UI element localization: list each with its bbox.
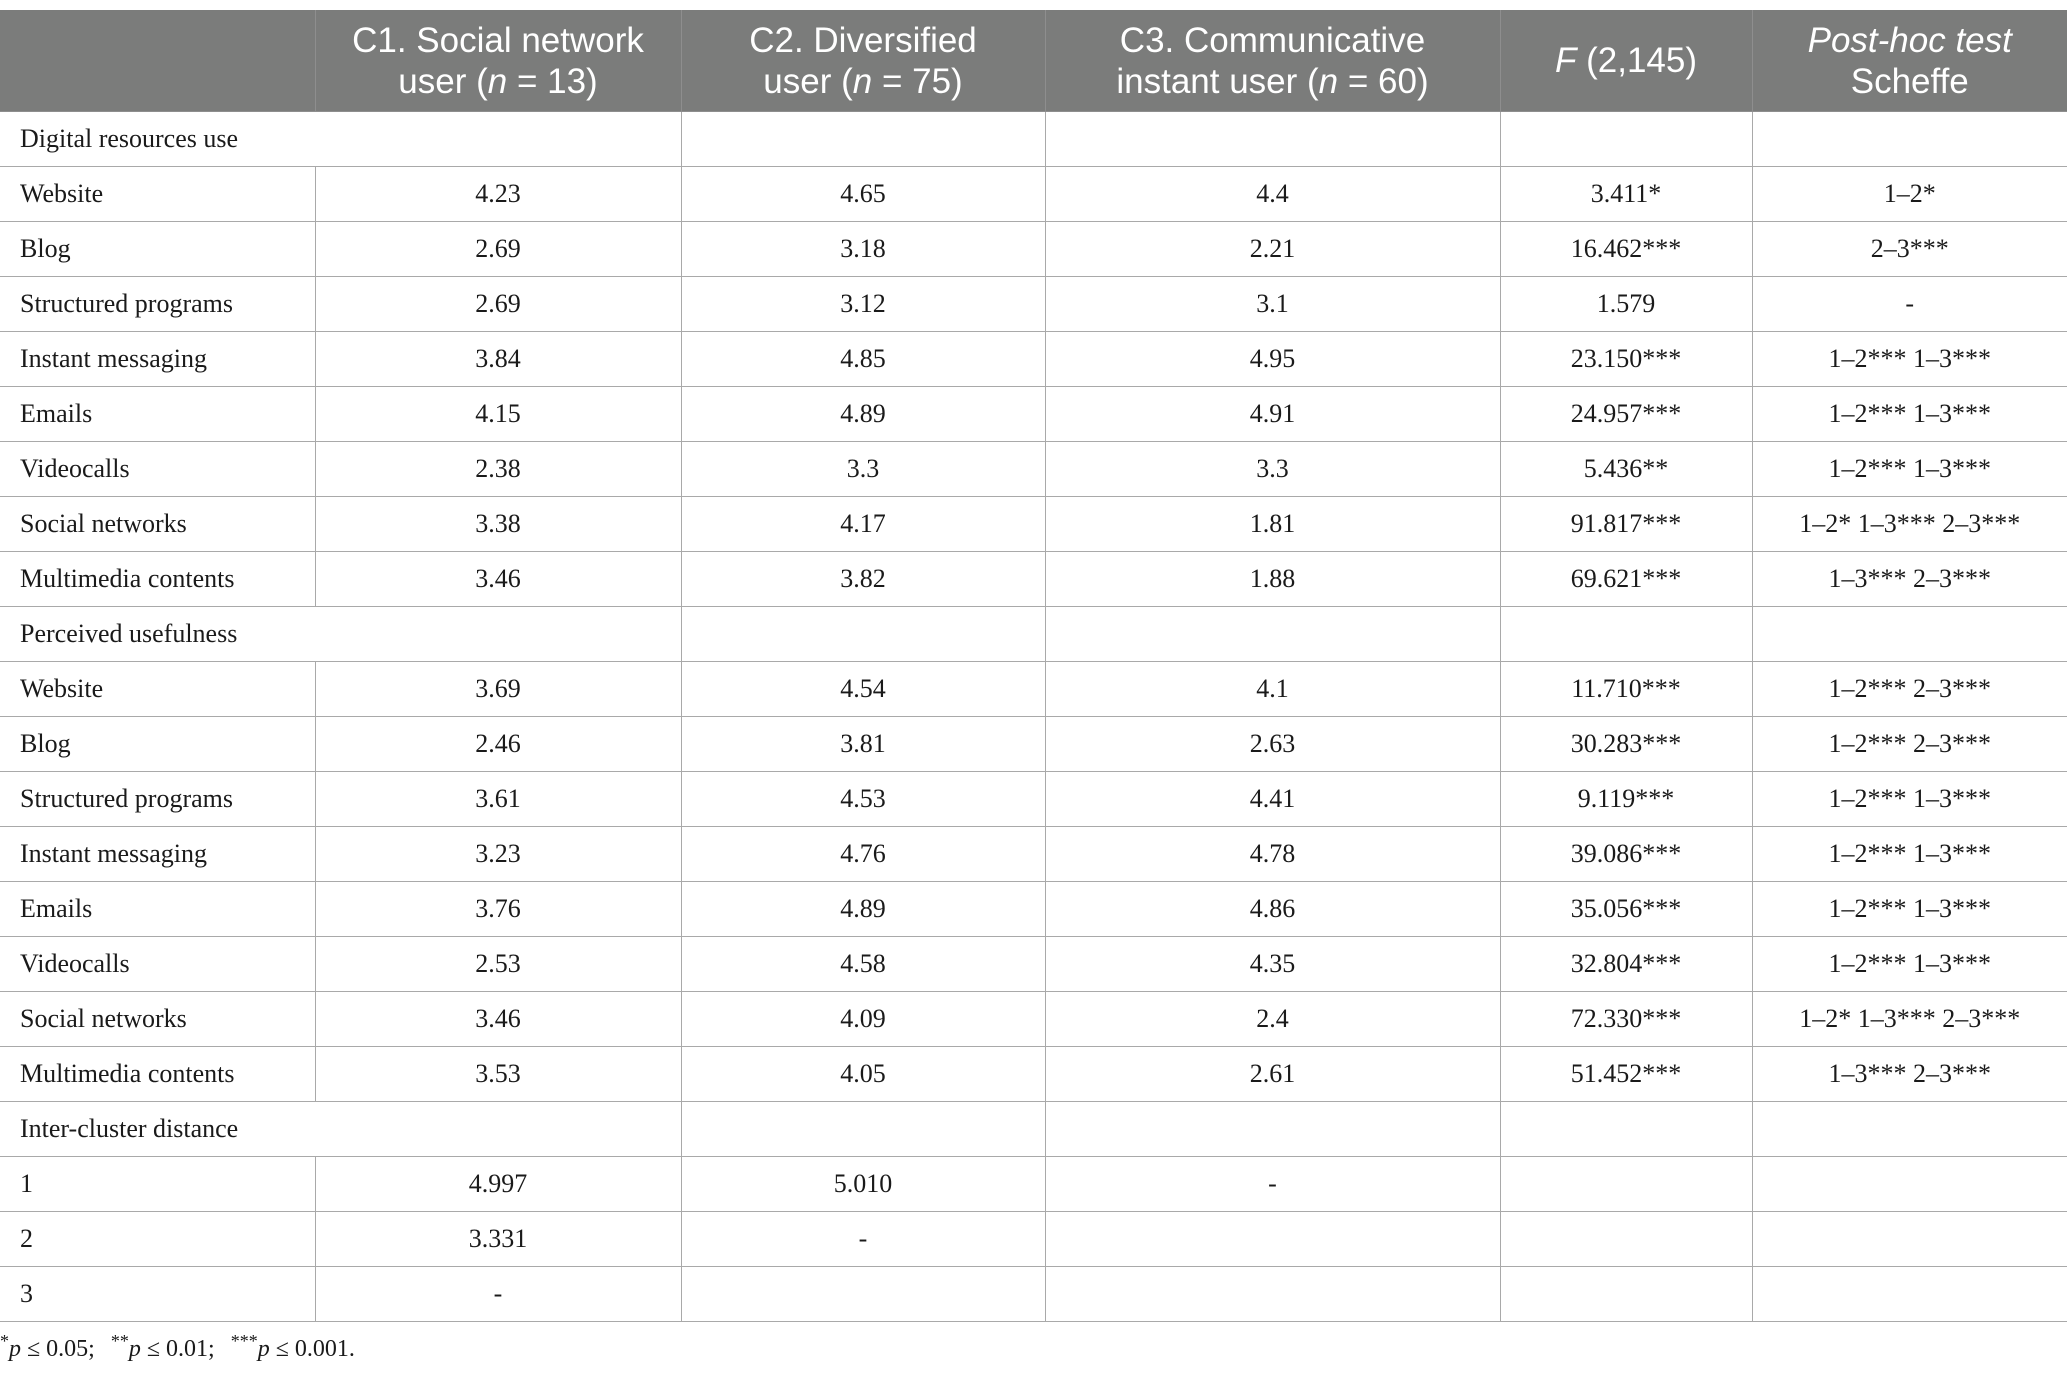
row-label: Website	[0, 662, 315, 717]
row-label: Website	[0, 167, 315, 222]
header-c2-n: n	[852, 61, 873, 101]
table-row	[0, 277, 2067, 332]
header-c1-line1: C1. Social network	[352, 20, 644, 60]
c1-value: 3.61	[315, 772, 681, 827]
header-row	[0, 10, 2067, 112]
post-hoc-value	[1752, 1212, 2067, 1267]
c3-value: 3.3	[1045, 442, 1500, 497]
table-row	[0, 772, 2067, 827]
f-value: 24.957***	[1500, 387, 1752, 442]
table-row	[0, 1267, 2067, 1322]
section-row-perceived	[0, 607, 2067, 662]
c1-value: 2.69	[315, 222, 681, 277]
table-row	[0, 827, 2067, 882]
cluster-comparison-table	[0, 10, 2067, 1322]
empty-cell	[681, 112, 1045, 167]
table-row	[0, 387, 2067, 442]
c1-value: 3.53	[315, 1047, 681, 1102]
header-empty	[0, 10, 315, 112]
section-label: Perceived usefulness	[0, 607, 315, 662]
c2-value: 4.89	[681, 882, 1045, 937]
post-hoc-value: 1–2*	[1752, 167, 2067, 222]
f-value: 39.086***	[1500, 827, 1752, 882]
header-post-hoc-line2: Scheffe	[1850, 61, 1969, 101]
c2-value: 4.85	[681, 332, 1045, 387]
c1-value: 3.46	[315, 992, 681, 1047]
c3-value: 4.4	[1045, 167, 1500, 222]
empty-cell	[1045, 607, 1500, 662]
post-hoc-value: 1–2*** 1–3***	[1752, 332, 2067, 387]
header-f-df: (2,145)	[1576, 41, 1697, 80]
post-hoc-value: 2–3***	[1752, 222, 2067, 277]
footnote-sup-3: ***	[230, 1331, 258, 1351]
c3-value: 4.91	[1045, 387, 1500, 442]
c2-value: 3.18	[681, 222, 1045, 277]
table-row	[0, 882, 2067, 937]
table-row	[0, 552, 2067, 607]
c1-value: 3.331	[315, 1212, 681, 1267]
c3-value	[1045, 1267, 1500, 1322]
row-label: Blog	[0, 222, 315, 277]
header-c1-line2-a: user (	[398, 61, 488, 101]
c1-value: 2.46	[315, 717, 681, 772]
header-c3-n: n	[1318, 61, 1339, 101]
post-hoc-value: 1–2* 1–3*** 2–3***	[1752, 992, 2067, 1047]
header-c3-line2-a: instant user (	[1116, 61, 1319, 101]
c2-value: 3.82	[681, 552, 1045, 607]
post-hoc-value: 1–2*** 1–3***	[1752, 882, 2067, 937]
table-row	[0, 442, 2067, 497]
c3-value: 3.1	[1045, 277, 1500, 332]
header-c1-n: n	[487, 61, 508, 101]
footnote-item-2	[110, 1331, 221, 1362]
c3-value: 2.61	[1045, 1047, 1500, 1102]
table-body	[0, 112, 2067, 1322]
table-row	[0, 662, 2067, 717]
table-row	[0, 497, 2067, 552]
c1-value: 2.53	[315, 937, 681, 992]
c1-value: 3.69	[315, 662, 681, 717]
c2-value	[681, 1267, 1045, 1322]
header-c3-line1: C3. Communicative	[1119, 20, 1426, 60]
c3-value: 4.86	[1045, 882, 1500, 937]
empty-cell	[1500, 1102, 1752, 1157]
post-hoc-value: 1–3*** 2–3***	[1752, 1047, 2067, 1102]
table-row	[0, 332, 2067, 387]
c3-value	[1045, 1212, 1500, 1267]
row-label: Emails	[0, 882, 315, 937]
c2-value: 3.81	[681, 717, 1045, 772]
c2-value: 4.09	[681, 992, 1045, 1047]
footnote-p-2: p	[128, 1336, 141, 1362]
row-label: Instant messaging	[0, 332, 315, 387]
table-row	[0, 937, 2067, 992]
table-row	[0, 992, 2067, 1047]
header-c2-line2-a: user (	[763, 61, 853, 101]
table-row	[0, 222, 2067, 277]
footnote-sup-2: **	[110, 1331, 129, 1351]
f-value: 3.411*	[1500, 167, 1752, 222]
c2-value: 3.12	[681, 277, 1045, 332]
table-footnote	[0, 1331, 355, 1363]
empty-cell	[1752, 607, 2067, 662]
f-value: 72.330***	[1500, 992, 1752, 1047]
c1-value: 3.46	[315, 552, 681, 607]
table-container	[0, 10, 2067, 1322]
empty-cell	[681, 607, 1045, 662]
empty-cell	[681, 1102, 1045, 1157]
header-c3-line2-b: = 60)	[1338, 61, 1429, 101]
post-hoc-value: 1–2*** 1–3***	[1752, 827, 2067, 882]
c1-value: 4.23	[315, 167, 681, 222]
f-value	[1500, 1267, 1752, 1322]
f-value	[1500, 1212, 1752, 1267]
footnote-text-2: ≤ 0.01;	[140, 1336, 221, 1362]
header-c2-line1: C2. Diversified	[749, 20, 977, 60]
header-f-symbol: F	[1554, 41, 1577, 80]
c3-value: 1.81	[1045, 497, 1500, 552]
f-value: 23.150***	[1500, 332, 1752, 387]
row-label: Multimedia contents	[0, 552, 315, 607]
c2-value: 3.3	[681, 442, 1045, 497]
row-label: Structured programs	[0, 772, 315, 827]
c3-value: 2.4	[1045, 992, 1500, 1047]
c1-value: 4.15	[315, 387, 681, 442]
header-post-hoc	[1752, 10, 2067, 112]
footnote-item-1	[0, 1331, 101, 1362]
c2-value: 5.010	[681, 1157, 1045, 1212]
empty-cell	[1045, 1102, 1500, 1157]
row-label: Videocalls	[0, 442, 315, 497]
header-c1	[315, 10, 681, 112]
empty-cell	[1752, 1102, 2067, 1157]
f-value: 9.119***	[1500, 772, 1752, 827]
c1-value: 2.69	[315, 277, 681, 332]
c1-value: 3.84	[315, 332, 681, 387]
empty-cell	[1045, 112, 1500, 167]
f-value: 16.462***	[1500, 222, 1752, 277]
footnote-item-3	[230, 1331, 355, 1362]
section-label: Inter-cluster distance	[0, 1102, 315, 1157]
post-hoc-value: 1–2*** 1–3***	[1752, 387, 2067, 442]
post-hoc-value: 1–3*** 2–3***	[1752, 552, 2067, 607]
empty-cell	[1500, 112, 1752, 167]
f-value: 91.817***	[1500, 497, 1752, 552]
c3-value: 2.63	[1045, 717, 1500, 772]
c3-value: 4.35	[1045, 937, 1500, 992]
row-label: Blog	[0, 717, 315, 772]
row-label: 3	[0, 1267, 315, 1322]
post-hoc-value	[1752, 1267, 2067, 1322]
post-hoc-value: 1–2*** 1–3***	[1752, 442, 2067, 497]
header-post-hoc-line1: Post-hoc test	[1807, 20, 2012, 60]
c3-value: 2.21	[1045, 222, 1500, 277]
c1-value: 3.23	[315, 827, 681, 882]
c1-value: 3.38	[315, 497, 681, 552]
header-f-statistic	[1500, 10, 1752, 112]
row-label: Multimedia contents	[0, 1047, 315, 1102]
post-hoc-value: 1–2*** 1–3***	[1752, 772, 2067, 827]
c2-value: 4.76	[681, 827, 1045, 882]
c3-value: 1.88	[1045, 552, 1500, 607]
c2-value: 4.17	[681, 497, 1045, 552]
f-value	[1500, 1157, 1752, 1212]
c1-value: 2.38	[315, 442, 681, 497]
f-value: 1.579	[1500, 277, 1752, 332]
post-hoc-value: 1–2*** 2–3***	[1752, 717, 2067, 772]
table-row	[0, 167, 2067, 222]
c1-value: 3.76	[315, 882, 681, 937]
f-value: 5.436**	[1500, 442, 1752, 497]
row-label: Social networks	[0, 497, 315, 552]
row-label: Social networks	[0, 992, 315, 1047]
section-row-distance	[0, 1102, 2067, 1157]
c2-value: 4.58	[681, 937, 1045, 992]
post-hoc-value: -	[1752, 277, 2067, 332]
footnote-p-3: p	[257, 1336, 270, 1362]
header-c1-line2-b: = 13)	[507, 61, 598, 101]
row-label: Structured programs	[0, 277, 315, 332]
footnote-sup-1: *	[0, 1331, 9, 1351]
section-label: Digital resources use	[0, 112, 315, 167]
post-hoc-value: 1–2* 1–3*** 2–3***	[1752, 497, 2067, 552]
table-row	[0, 1157, 2067, 1212]
c1-value: 4.997	[315, 1157, 681, 1212]
c1-value: -	[315, 1267, 681, 1322]
row-label: Videocalls	[0, 937, 315, 992]
table-row	[0, 1212, 2067, 1267]
header-c3	[1045, 10, 1500, 112]
footnote-text-1: ≤ 0.05;	[21, 1336, 101, 1362]
table-row	[0, 1047, 2067, 1102]
row-label: 2	[0, 1212, 315, 1267]
empty-cell	[315, 112, 681, 167]
row-label: Emails	[0, 387, 315, 442]
footnote-text-3: ≤ 0.001.	[269, 1336, 355, 1362]
empty-cell	[315, 607, 681, 662]
table-row	[0, 717, 2067, 772]
f-value: 32.804***	[1500, 937, 1752, 992]
c2-value: 4.05	[681, 1047, 1045, 1102]
c3-value: 4.78	[1045, 827, 1500, 882]
c2-value: 4.89	[681, 387, 1045, 442]
empty-cell	[315, 1102, 681, 1157]
empty-cell	[1752, 112, 2067, 167]
section-row-digital	[0, 112, 2067, 167]
f-value: 69.621***	[1500, 552, 1752, 607]
c2-value: -	[681, 1212, 1045, 1267]
header-c2-line2-b: = 75)	[872, 61, 963, 101]
c2-value: 4.53	[681, 772, 1045, 827]
footnote-p-1: p	[9, 1336, 21, 1362]
post-hoc-value: 1–2*** 1–3***	[1752, 937, 2067, 992]
c3-value: 4.41	[1045, 772, 1500, 827]
row-label: 1	[0, 1157, 315, 1212]
c2-value: 4.54	[681, 662, 1045, 717]
c3-value: 4.95	[1045, 332, 1500, 387]
row-label: Instant messaging	[0, 827, 315, 882]
f-value: 51.452***	[1500, 1047, 1752, 1102]
post-hoc-value	[1752, 1157, 2067, 1212]
c3-value: 4.1	[1045, 662, 1500, 717]
c2-value: 4.65	[681, 167, 1045, 222]
c3-value: -	[1045, 1157, 1500, 1212]
table-header	[0, 10, 2067, 112]
empty-cell	[1500, 607, 1752, 662]
header-c2	[681, 10, 1045, 112]
f-value: 11.710***	[1500, 662, 1752, 717]
f-value: 30.283***	[1500, 717, 1752, 772]
post-hoc-value: 1–2*** 2–3***	[1752, 662, 2067, 717]
f-value: 35.056***	[1500, 882, 1752, 937]
